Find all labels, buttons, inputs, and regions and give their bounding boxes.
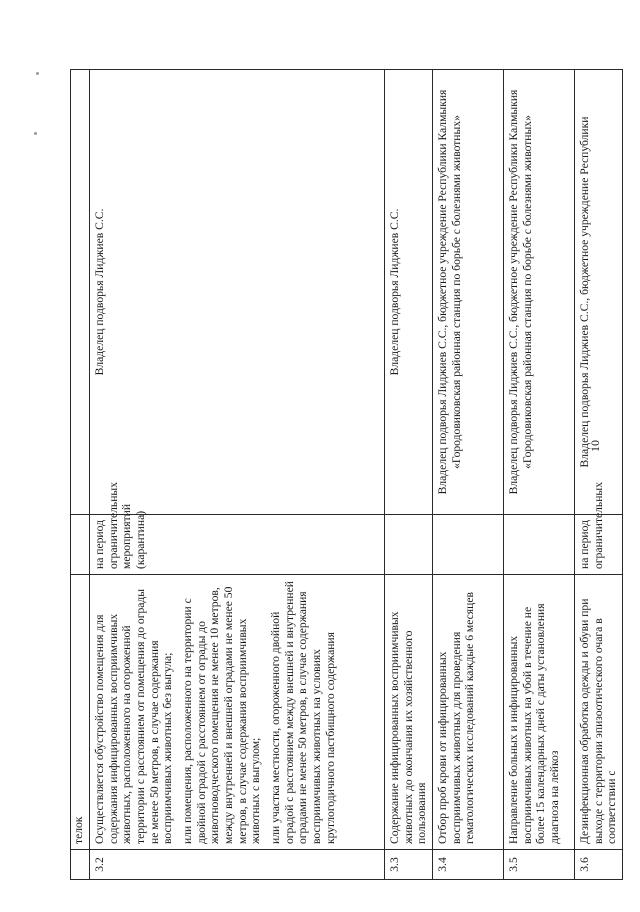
cell-num: 3.6 <box>575 850 623 880</box>
scan-speck <box>34 132 37 135</box>
cell-term <box>71 515 90 575</box>
action-paragraph: Отбор проб крови от инфицированных восприимчивых животных для проведения гематологических исследований каждые 6 месяцев <box>436 592 477 844</box>
action-paragraph: Содержание инфицированных восприимчивых животных до окончания их хозяйственного пользования <box>388 611 429 844</box>
cell-responsible: Владелец подворья Лиджиев С.С., бюджетное учреждение Республики Калмыкия «Городовиковская районная станция по борьбе с болезнями животных» <box>433 70 504 515</box>
cell-action <box>433 575 504 850</box>
cell-num: 3.4 <box>433 850 504 880</box>
action-paragraph: или участка местности, огороженного двойной оградой с расстоянием между внешней и внутренней оградами не менее 50 метров, в случае содержания восприимчивых животных на условиях круглогодичного пастбищного содержания <box>269 581 337 844</box>
scan-speck <box>36 72 39 75</box>
cell-num: 3.5 <box>504 850 575 880</box>
table-row <box>433 70 504 880</box>
cell-term: на период ограничительных <box>575 515 623 575</box>
table-row <box>90 70 385 880</box>
action-paragraph: Направление больных и инфицированных восприимчивых животных на убой в течение не более 15 календарных дней с даты установления диагноза на лейкоз <box>507 603 562 844</box>
cell-action: телок <box>71 575 90 850</box>
rotated-table-container <box>70 70 619 880</box>
cell-responsible: Владелец подворья Лиджиев С.С., бюджетное учреждение Республики Калмыкия «Городовиковская районная станция по борьбе с болезнями животных» <box>504 70 575 515</box>
action-paragraph: Дезинфекционная обработка одежды и обуви при выходе с территории эпизоотического очага в соответствии с <box>578 598 619 844</box>
cell-term: на период ограничительных мероприятий (карантина) <box>90 515 385 575</box>
cell-term <box>385 515 433 575</box>
cell-action <box>575 575 623 850</box>
cell-action <box>504 575 575 850</box>
cell-responsible: Владелец подворья Лиджиев С.С. <box>385 70 433 515</box>
cell-responsible: Владелец подворья Лиджиев С.С. <box>90 70 385 515</box>
table-row <box>385 70 433 880</box>
cell-term <box>433 515 504 575</box>
cell-responsible <box>71 70 90 515</box>
cell-action <box>385 575 433 850</box>
cell-responsible: Владелец подворья Лиджиев С.С., бюджетное учреждение Республики <box>575 70 623 515</box>
cell-num: 3.2 <box>90 850 385 880</box>
page-number: 10 <box>588 440 602 452</box>
action-paragraph: или помещения, расположенного на территории с двойной оградой с расстоянием от ограды до животноводческого помещения не менее 10 метров, между внутренней и внешней оградами не менее 50 метров, в случае содержания восприимчивых животных с выгулом; <box>181 586 263 844</box>
cell-num <box>71 850 90 880</box>
action-paragraph: Осуществляется обустройство помещения для содержания инфицированных восприимчивых животных, расположенного на огороженной территории с расстоянием от помещения до ограды не менее 50 метров, в случае содержания восприимчивых животных без выгула; <box>93 588 175 844</box>
table-row-continuation <box>71 70 90 880</box>
table-row <box>575 70 623 880</box>
cell-term <box>504 515 575 575</box>
cell-action <box>90 575 385 850</box>
table-row <box>504 70 575 880</box>
cell-num: 3.3 <box>385 850 433 880</box>
measures-table <box>70 69 623 880</box>
